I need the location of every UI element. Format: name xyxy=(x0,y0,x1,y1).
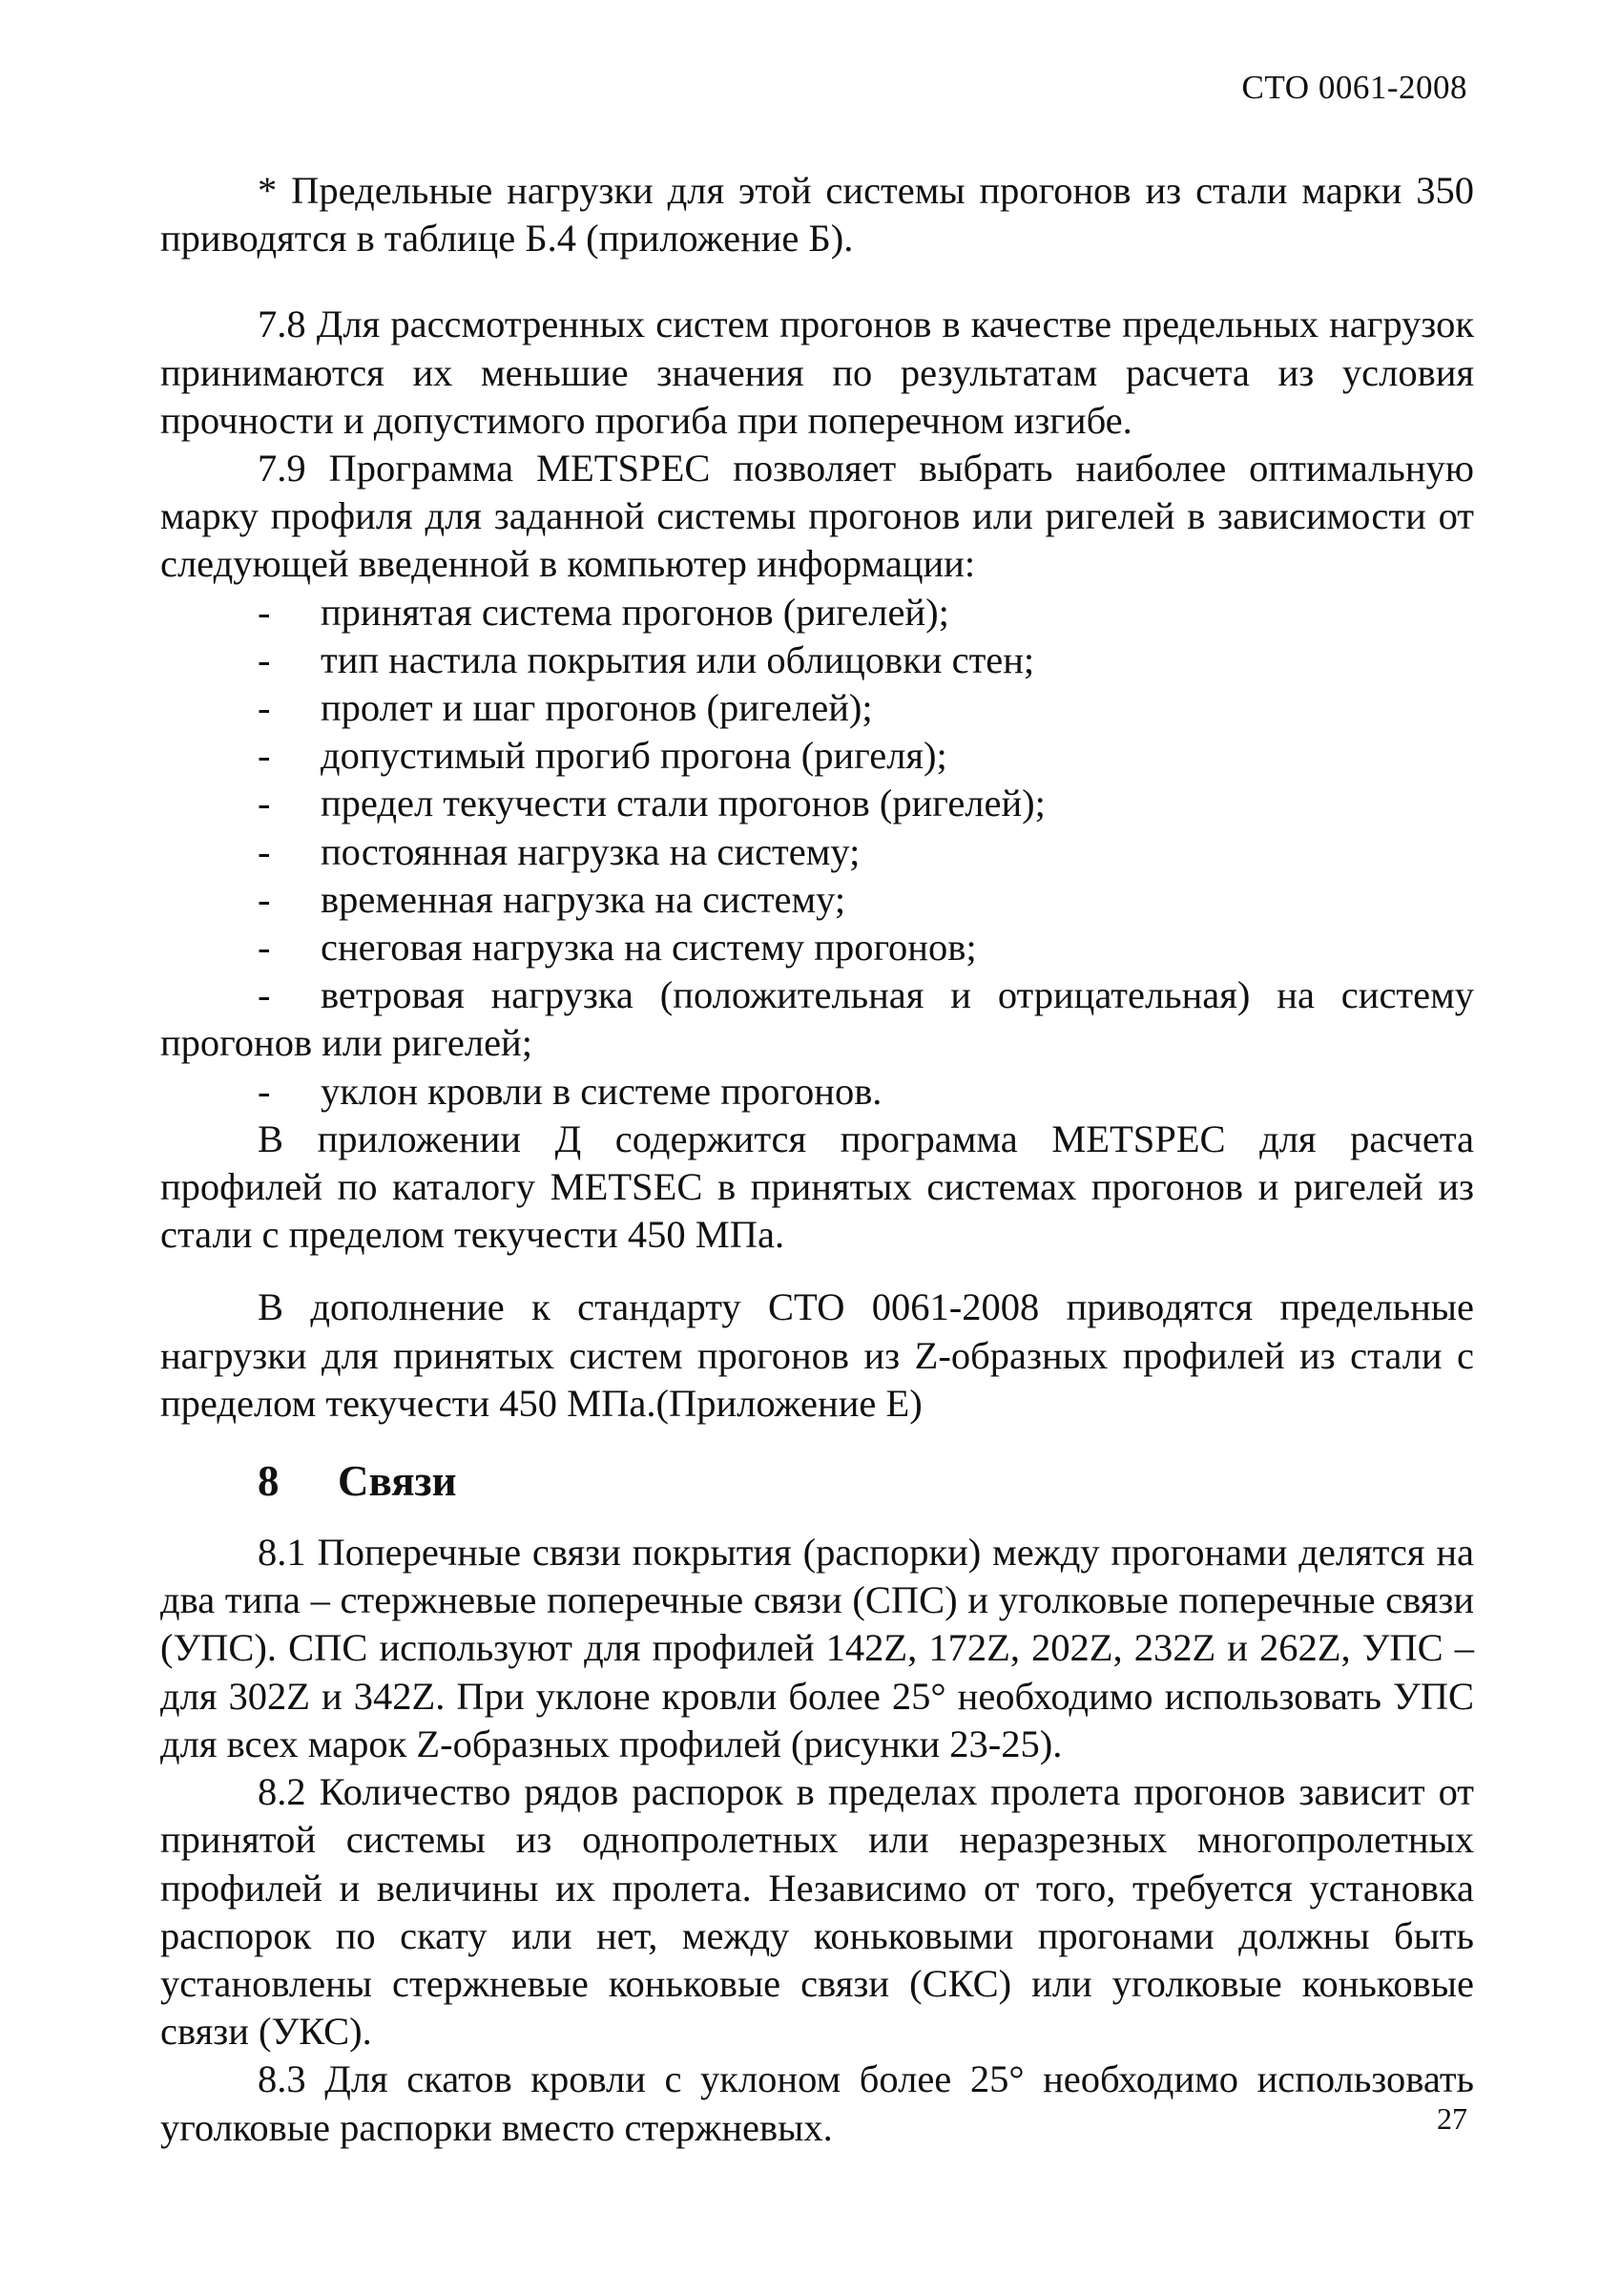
list-item: - принятая система прогонов (ригелей); xyxy=(160,589,1474,637)
list-item: - пролет и шаг прогонов (ригелей); xyxy=(160,684,1474,732)
list-item: - временная нагрузка на систему; xyxy=(160,876,1474,924)
dash-marker: - xyxy=(258,829,271,873)
input-parameters-list xyxy=(160,589,1474,1116)
dash-marker: - xyxy=(258,877,271,921)
paragraph-7-8: 7.8 Для рассмотренных систем прогонов в качестве предельных нагрузок принимаются их меньшие значения по результатам расчета из условия прочности и допустимого прогиба при поперечном изгибе. xyxy=(160,303,1474,442)
paragraph-8-2: 8.2 Количество рядов распорок в пределах пролета прогонов зависит от принятой системы из однопролетных или неразрезных многопролетных профилей и величины их пролета. Независимо от того, требуется установка распорок по скату или нет, между коньковыми прогонами должны быть установлены стержневые коньковые связи (СКС) или уголковые коньковые связи (УКС). xyxy=(160,1770,1474,2054)
paragraph-supplement: В дополнение к стандарту СТО 0061-2008 приводятся предельные нагрузки для принятых систем прогонов из Z-образных профилей из стали с пределом текучести 450 МПа.(Приложение Е) xyxy=(160,1285,1474,1425)
dash-marker: - xyxy=(258,637,271,681)
list-item: - уклон кровли в системе прогонов. xyxy=(160,1068,1474,1116)
list-item: - предел текучести стали прогонов (ригелей); xyxy=(160,780,1474,827)
paragraph-appendix-d: В приложении Д содержится программа METSPEC для расчета профилей по каталогу METSEC в принятых системах прогонов и ригелей из стали с пределом текучести 450 МПа. xyxy=(160,1117,1474,1257)
page-number: 27 xyxy=(1437,2101,1467,2136)
paragraph-8-3: 8.3 Для скатов кровли с уклоном более 25° необходимо использовать уголковые распорки вместо стержневых. xyxy=(160,2057,1474,2149)
footnote-paragraph: * Предельные нагрузки для этой системы прогонов из стали марки 350 приводятся в таблице Б.4 (приложение Б). xyxy=(160,169,1474,261)
dash-marker: - xyxy=(258,973,271,1017)
dash-marker: - xyxy=(258,734,271,778)
list-item: - ветровая нагрузка (положительная и отрицательная) на систему прогонов или ригелей; xyxy=(160,973,1474,1065)
list-item: - постоянная нагрузка на систему; xyxy=(160,828,1474,876)
list-item: - тип настила покрытия или облицовки стен; xyxy=(160,637,1474,684)
document-code-header: СТО 0061-2008 xyxy=(1241,69,1467,106)
section-heading xyxy=(160,1428,1474,1529)
paragraph-7-9: 7.9 Программа METSPEC позволяет выбрать наиболее оптимальную марку профиля для заданной системы прогонов или ригелей в зависимости от следующей введенной в компьютер информации: xyxy=(160,447,1474,586)
paragraph-8-1: 8.1 Поперечные связи покрытия (распорки) между прогонами делятся на два типа – стержневые поперечные связи (СПС) и уголковые поперечные связи (УПС). СПС используют для профилей 142Z, 172Z, 202Z, 232Z и 262Z, УПС – для 302Z и 342Z. При уклоне кровли более 25° необходимо использовать УПС для всех марок Z-образных профилей (рисунки 23-25). xyxy=(160,1531,1474,1765)
dash-marker: - xyxy=(258,590,271,634)
list-item: - снеговая нагрузка на систему прогонов; xyxy=(160,924,1474,971)
dash-marker: - xyxy=(258,1069,271,1113)
list-item: - допустимый прогиб прогона (ригеля); xyxy=(160,732,1474,780)
dash-marker: - xyxy=(258,926,271,970)
dash-marker: - xyxy=(258,782,271,825)
section-number: 8 xyxy=(258,1457,280,1506)
dash-marker: - xyxy=(258,686,271,730)
section-title: Связи xyxy=(338,1457,457,1506)
main-text xyxy=(160,167,1474,2152)
